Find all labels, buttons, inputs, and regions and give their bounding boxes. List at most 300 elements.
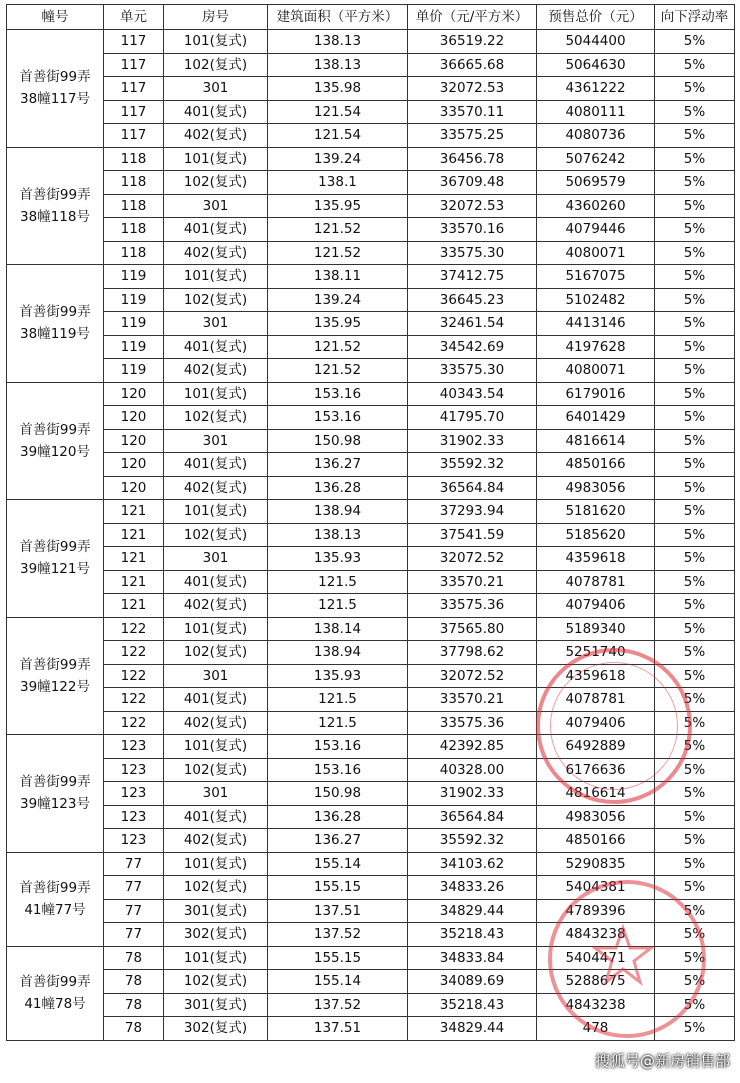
cell-room: 101(复式) (164, 30, 268, 54)
table-row (7, 547, 735, 571)
cell-unit-price: 36645.23 (408, 288, 537, 312)
cell-unit-price: 34089.69 (408, 970, 537, 994)
cell-total-price: 4983056 (537, 805, 655, 829)
cell-total-price: 4359618 (537, 547, 655, 571)
cell-area: 153.16 (268, 382, 408, 406)
cell-area: 135.98 (268, 77, 408, 101)
cell-room: 401(复式) (164, 335, 268, 359)
cell-area: 121.5 (268, 711, 408, 735)
cell-unit: 120 (104, 476, 164, 500)
cell-float-rate: 5% (655, 77, 735, 101)
cell-unit-price: 33575.30 (408, 241, 537, 265)
cell-total-price: 4078781 (537, 570, 655, 594)
cell-room: 301 (164, 194, 268, 218)
cell-area: 136.27 (268, 453, 408, 477)
cell-total-price: 5102482 (537, 288, 655, 312)
cell-float-rate: 5% (655, 30, 735, 54)
cell-unit: 123 (104, 758, 164, 782)
cell-room: 301(复式) (164, 899, 268, 923)
cell-unit-price: 34542.69 (408, 335, 537, 359)
cell-room: 102(复式) (164, 523, 268, 547)
cell-room: 101(复式) (164, 735, 268, 759)
cell-unit-price: 35592.32 (408, 829, 537, 853)
cell-total-price: 4816614 (537, 782, 655, 806)
cell-total-price: 5185620 (537, 523, 655, 547)
cell-unit: 117 (104, 77, 164, 101)
cell-area: 121.5 (268, 594, 408, 618)
cell-unit-price: 33575.36 (408, 711, 537, 735)
cell-room: 301 (164, 547, 268, 571)
cell-total-price: 5064630 (537, 53, 655, 77)
cell-total-price: 5251740 (537, 641, 655, 665)
cell-float-rate: 5% (655, 406, 735, 430)
cell-area: 135.95 (268, 312, 408, 336)
cell-float-rate: 5% (655, 523, 735, 547)
cell-float-rate: 5% (655, 265, 735, 289)
cell-unit: 120 (104, 429, 164, 453)
header-building: 幢号 (7, 5, 104, 30)
cell-unit: 77 (104, 923, 164, 947)
cell-total-price: 4983056 (537, 476, 655, 500)
cell-area: 139.24 (268, 147, 408, 171)
cell-room: 402(复式) (164, 476, 268, 500)
cell-unit-price: 37565.80 (408, 617, 537, 641)
cell-float-rate: 5% (655, 993, 735, 1017)
cell-float-rate: 5% (655, 688, 735, 712)
cell-area: 150.98 (268, 782, 408, 806)
cell-room: 101(复式) (164, 265, 268, 289)
cell-total-price: 4850166 (537, 829, 655, 853)
cell-room: 302(复式) (164, 923, 268, 947)
cell-total-price: 5044400 (537, 30, 655, 54)
cell-area: 121.54 (268, 100, 408, 124)
cell-total-price: 6179016 (537, 382, 655, 406)
cell-unit-price: 32072.53 (408, 194, 537, 218)
cell-total-price: 6492889 (537, 735, 655, 759)
cell-total-price: 5290835 (537, 852, 655, 876)
header-unit: 单元 (104, 5, 164, 30)
cell-area: 135.95 (268, 194, 408, 218)
cell-room: 401(复式) (164, 805, 268, 829)
cell-total-price: 4080071 (537, 359, 655, 383)
cell-float-rate: 5% (655, 288, 735, 312)
table-row (7, 899, 735, 923)
cell-unit: 123 (104, 829, 164, 853)
cell-unit-price: 33570.21 (408, 570, 537, 594)
cell-float-rate: 5% (655, 805, 735, 829)
cell-room: 301 (164, 782, 268, 806)
table-row (7, 570, 735, 594)
cell-unit: 122 (104, 664, 164, 688)
cell-total-price: 4843238 (537, 923, 655, 947)
table-body (7, 30, 735, 1041)
cell-total-price: 4079446 (537, 218, 655, 242)
cell-total-price: 478 (537, 1017, 655, 1041)
cell-total-price: 4816614 (537, 429, 655, 453)
cell-unit-price: 34833.26 (408, 876, 537, 900)
cell-float-rate: 5% (655, 429, 735, 453)
cell-room: 101(复式) (164, 147, 268, 171)
cell-unit-price: 37412.75 (408, 265, 537, 289)
cell-area: 153.16 (268, 735, 408, 759)
cell-float-rate: 5% (655, 617, 735, 641)
table-row (7, 476, 735, 500)
cell-float-rate: 5% (655, 735, 735, 759)
cell-total-price: 4080071 (537, 241, 655, 265)
cell-float-rate: 5% (655, 594, 735, 618)
cell-room: 102(复式) (164, 970, 268, 994)
table-row (7, 382, 735, 406)
table-row (7, 335, 735, 359)
cell-unit-price: 42392.85 (408, 735, 537, 759)
table-row (7, 641, 735, 665)
cell-unit: 122 (104, 641, 164, 665)
table-row (7, 30, 735, 54)
cell-total-price: 5076242 (537, 147, 655, 171)
cell-unit: 118 (104, 147, 164, 171)
table-row (7, 829, 735, 853)
cell-room: 402(复式) (164, 359, 268, 383)
cell-float-rate: 5% (655, 970, 735, 994)
table-row (7, 124, 735, 148)
cell-area: 138.94 (268, 500, 408, 524)
cell-unit-price: 33570.11 (408, 100, 537, 124)
cell-unit: 78 (104, 993, 164, 1017)
cell-unit-price: 34103.62 (408, 852, 537, 876)
cell-total-price: 4360260 (537, 194, 655, 218)
cell-room: 102(复式) (164, 876, 268, 900)
cell-unit-price: 33575.30 (408, 359, 537, 383)
cell-unit: 122 (104, 688, 164, 712)
cell-float-rate: 5% (655, 53, 735, 77)
cell-unit: 77 (104, 852, 164, 876)
cell-unit-price: 36564.84 (408, 805, 537, 829)
cell-unit-price: 32072.53 (408, 77, 537, 101)
table-row (7, 429, 735, 453)
cell-float-rate: 5% (655, 194, 735, 218)
cell-float-rate: 5% (655, 500, 735, 524)
cell-float-rate: 5% (655, 829, 735, 853)
cell-unit-price: 35592.32 (408, 453, 537, 477)
table-row (7, 688, 735, 712)
cell-building: 首善街99弄 39幢123号 (7, 735, 104, 853)
cell-unit: 120 (104, 406, 164, 430)
cell-area: 137.51 (268, 899, 408, 923)
table-row (7, 946, 735, 970)
cell-total-price: 5167075 (537, 265, 655, 289)
table-row (7, 523, 735, 547)
cell-float-rate: 5% (655, 218, 735, 242)
header-unit-price: 单价（元/平方米） (408, 5, 537, 30)
table-row (7, 288, 735, 312)
cell-area: 137.52 (268, 923, 408, 947)
cell-room: 101(复式) (164, 852, 268, 876)
cell-float-rate: 5% (655, 382, 735, 406)
table-row (7, 852, 735, 876)
cell-unit-price: 32461.54 (408, 312, 537, 336)
cell-area: 153.16 (268, 758, 408, 782)
cell-unit-price: 37293.94 (408, 500, 537, 524)
cell-area: 137.51 (268, 1017, 408, 1041)
cell-room: 101(复式) (164, 500, 268, 524)
cell-unit: 77 (104, 876, 164, 900)
cell-unit: 78 (104, 970, 164, 994)
cell-area: 137.52 (268, 993, 408, 1017)
cell-building: 首善街99弄 38幢119号 (7, 265, 104, 383)
cell-room: 401(复式) (164, 570, 268, 594)
table-row (7, 218, 735, 242)
cell-area: 121.52 (268, 359, 408, 383)
cell-unit: 118 (104, 218, 164, 242)
cell-building: 首善街99弄 41幢77号 (7, 852, 104, 946)
cell-area: 150.98 (268, 429, 408, 453)
cell-room: 401(复式) (164, 100, 268, 124)
cell-unit-price: 40328.00 (408, 758, 537, 782)
cell-room: 102(复式) (164, 53, 268, 77)
cell-float-rate: 5% (655, 782, 735, 806)
cell-unit: 119 (104, 312, 164, 336)
table-row (7, 453, 735, 477)
table-row (7, 500, 735, 524)
table-row (7, 406, 735, 430)
cell-float-rate: 5% (655, 570, 735, 594)
cell-room: 302(复式) (164, 1017, 268, 1041)
cell-total-price: 6401429 (537, 406, 655, 430)
cell-room: 402(复式) (164, 711, 268, 735)
cell-total-price: 4080736 (537, 124, 655, 148)
header-total-price: 预售总价（元） (537, 5, 655, 30)
cell-area: 139.24 (268, 288, 408, 312)
cell-area: 136.28 (268, 476, 408, 500)
cell-total-price: 5069579 (537, 171, 655, 195)
cell-unit: 121 (104, 523, 164, 547)
cell-room: 102(复式) (164, 758, 268, 782)
cell-float-rate: 5% (655, 1017, 735, 1041)
cell-area: 135.93 (268, 664, 408, 688)
header-room: 房号 (164, 5, 268, 30)
cell-area: 138.1 (268, 171, 408, 195)
cell-unit: 123 (104, 782, 164, 806)
cell-room: 402(复式) (164, 829, 268, 853)
cell-float-rate: 5% (655, 923, 735, 947)
cell-float-rate: 5% (655, 664, 735, 688)
cell-unit: 119 (104, 359, 164, 383)
cell-total-price: 5288675 (537, 970, 655, 994)
cell-unit: 120 (104, 453, 164, 477)
cell-building: 首善街99弄 39幢122号 (7, 617, 104, 735)
table-row (7, 805, 735, 829)
cell-unit: 123 (104, 805, 164, 829)
cell-room: 301 (164, 429, 268, 453)
cell-room: 402(复式) (164, 124, 268, 148)
cell-float-rate: 5% (655, 547, 735, 571)
cell-total-price: 4080111 (537, 100, 655, 124)
table-row (7, 359, 735, 383)
cell-building: 首善街99弄 38幢117号 (7, 30, 104, 148)
cell-total-price: 4361222 (537, 77, 655, 101)
cell-float-rate: 5% (655, 876, 735, 900)
cell-unit-price: 34829.44 (408, 1017, 537, 1041)
cell-total-price: 5181620 (537, 500, 655, 524)
table-row (7, 876, 735, 900)
cell-room: 102(复式) (164, 641, 268, 665)
table-row (7, 100, 735, 124)
table-row (7, 594, 735, 618)
cell-unit-price: 33570.21 (408, 688, 537, 712)
cell-total-price: 4079406 (537, 711, 655, 735)
cell-building: 首善街99弄 39幢120号 (7, 382, 104, 500)
cell-unit: 117 (104, 124, 164, 148)
table-row (7, 970, 735, 994)
cell-unit-price: 33575.36 (408, 594, 537, 618)
cell-float-rate: 5% (655, 312, 735, 336)
cell-float-rate: 5% (655, 711, 735, 735)
cell-unit-price: 40343.54 (408, 382, 537, 406)
header-row (7, 5, 735, 30)
cell-room: 402(复式) (164, 241, 268, 265)
cell-room: 101(复式) (164, 617, 268, 641)
cell-total-price: 5189340 (537, 617, 655, 641)
cell-room: 102(复式) (164, 288, 268, 312)
cell-area: 136.27 (268, 829, 408, 853)
cell-area: 121.5 (268, 688, 408, 712)
cell-unit-price: 36665.68 (408, 53, 537, 77)
cell-room: 301 (164, 312, 268, 336)
cell-total-price: 6176636 (537, 758, 655, 782)
cell-area: 138.14 (268, 617, 408, 641)
cell-float-rate: 5% (655, 453, 735, 477)
cell-room: 102(复式) (164, 406, 268, 430)
table-row (7, 758, 735, 782)
cell-total-price: 5404471 (537, 946, 655, 970)
cell-float-rate: 5% (655, 241, 735, 265)
cell-float-rate: 5% (655, 476, 735, 500)
cell-unit-price: 32072.52 (408, 547, 537, 571)
cell-unit-price: 31902.33 (408, 782, 537, 806)
cell-unit: 118 (104, 171, 164, 195)
cell-area: 121.54 (268, 124, 408, 148)
cell-area: 138.13 (268, 30, 408, 54)
cell-area: 138.13 (268, 523, 408, 547)
cell-unit: 122 (104, 617, 164, 641)
cell-float-rate: 5% (655, 899, 735, 923)
cell-room: 101(复式) (164, 382, 268, 406)
table-row (7, 1017, 735, 1041)
cell-float-rate: 5% (655, 124, 735, 148)
table-row (7, 617, 735, 641)
cell-unit: 78 (104, 946, 164, 970)
cell-unit: 117 (104, 53, 164, 77)
cell-area: 121.5 (268, 570, 408, 594)
cell-unit: 122 (104, 711, 164, 735)
cell-unit: 118 (104, 194, 164, 218)
cell-unit-price: 34833.84 (408, 946, 537, 970)
cell-float-rate: 5% (655, 852, 735, 876)
cell-unit-price: 31902.33 (408, 429, 537, 453)
cell-area: 138.13 (268, 53, 408, 77)
cell-unit-price: 36519.22 (408, 30, 537, 54)
cell-room: 401(复式) (164, 218, 268, 242)
cell-total-price: 4413146 (537, 312, 655, 336)
cell-unit: 117 (104, 30, 164, 54)
table-row (7, 265, 735, 289)
cell-total-price: 4078781 (537, 688, 655, 712)
header-area: 建筑面积（平方米） (268, 5, 408, 30)
cell-unit-price: 33575.25 (408, 124, 537, 148)
cell-unit-price: 36564.84 (408, 476, 537, 500)
cell-total-price: 5404381 (537, 876, 655, 900)
table-row (7, 147, 735, 171)
cell-room: 401(复式) (164, 688, 268, 712)
header-float-rate: 向下浮动率 (655, 5, 735, 30)
table-row (7, 194, 735, 218)
price-table (6, 4, 735, 1041)
cell-unit: 123 (104, 735, 164, 759)
cell-unit: 78 (104, 1017, 164, 1041)
cell-total-price: 4850166 (537, 453, 655, 477)
cell-area: 155.14 (268, 852, 408, 876)
cell-unit-price: 35218.43 (408, 993, 537, 1017)
cell-unit-price: 34829.44 (408, 899, 537, 923)
cell-unit: 121 (104, 500, 164, 524)
table-row (7, 241, 735, 265)
price-table-sheet (6, 4, 734, 1041)
cell-unit: 119 (104, 288, 164, 312)
cell-unit: 121 (104, 547, 164, 571)
cell-room: 402(复式) (164, 594, 268, 618)
cell-area: 136.28 (268, 805, 408, 829)
cell-area: 121.52 (268, 241, 408, 265)
cell-float-rate: 5% (655, 100, 735, 124)
cell-unit: 121 (104, 570, 164, 594)
cell-float-rate: 5% (655, 758, 735, 782)
table-row (7, 664, 735, 688)
table-row (7, 993, 735, 1017)
cell-total-price: 4079406 (537, 594, 655, 618)
cell-float-rate: 5% (655, 641, 735, 665)
watermark: 搜狐号@新房销售部 (594, 1052, 730, 1070)
table-row (7, 53, 735, 77)
cell-unit-price: 33570.16 (408, 218, 537, 242)
cell-total-price: 4843238 (537, 993, 655, 1017)
cell-unit: 119 (104, 265, 164, 289)
cell-room: 301(复式) (164, 993, 268, 1017)
cell-unit-price: 37541.59 (408, 523, 537, 547)
cell-unit: 117 (104, 100, 164, 124)
cell-room: 301 (164, 664, 268, 688)
cell-total-price: 4197628 (537, 335, 655, 359)
cell-total-price: 4789396 (537, 899, 655, 923)
cell-unit-price: 41795.70 (408, 406, 537, 430)
cell-unit-price: 36709.48 (408, 171, 537, 195)
cell-unit-price: 37798.62 (408, 641, 537, 665)
cell-room: 301 (164, 77, 268, 101)
cell-area: 155.15 (268, 946, 408, 970)
cell-unit: 77 (104, 899, 164, 923)
cell-unit-price: 36456.78 (408, 147, 537, 171)
cell-area: 153.16 (268, 406, 408, 430)
cell-unit: 118 (104, 241, 164, 265)
cell-float-rate: 5% (655, 946, 735, 970)
table-row (7, 711, 735, 735)
cell-room: 102(复式) (164, 171, 268, 195)
cell-unit: 121 (104, 594, 164, 618)
cell-room: 401(复式) (164, 453, 268, 477)
table-row (7, 782, 735, 806)
cell-unit-price: 35218.43 (408, 923, 537, 947)
cell-building: 首善街99弄 39幢121号 (7, 500, 104, 618)
cell-area: 138.94 (268, 641, 408, 665)
